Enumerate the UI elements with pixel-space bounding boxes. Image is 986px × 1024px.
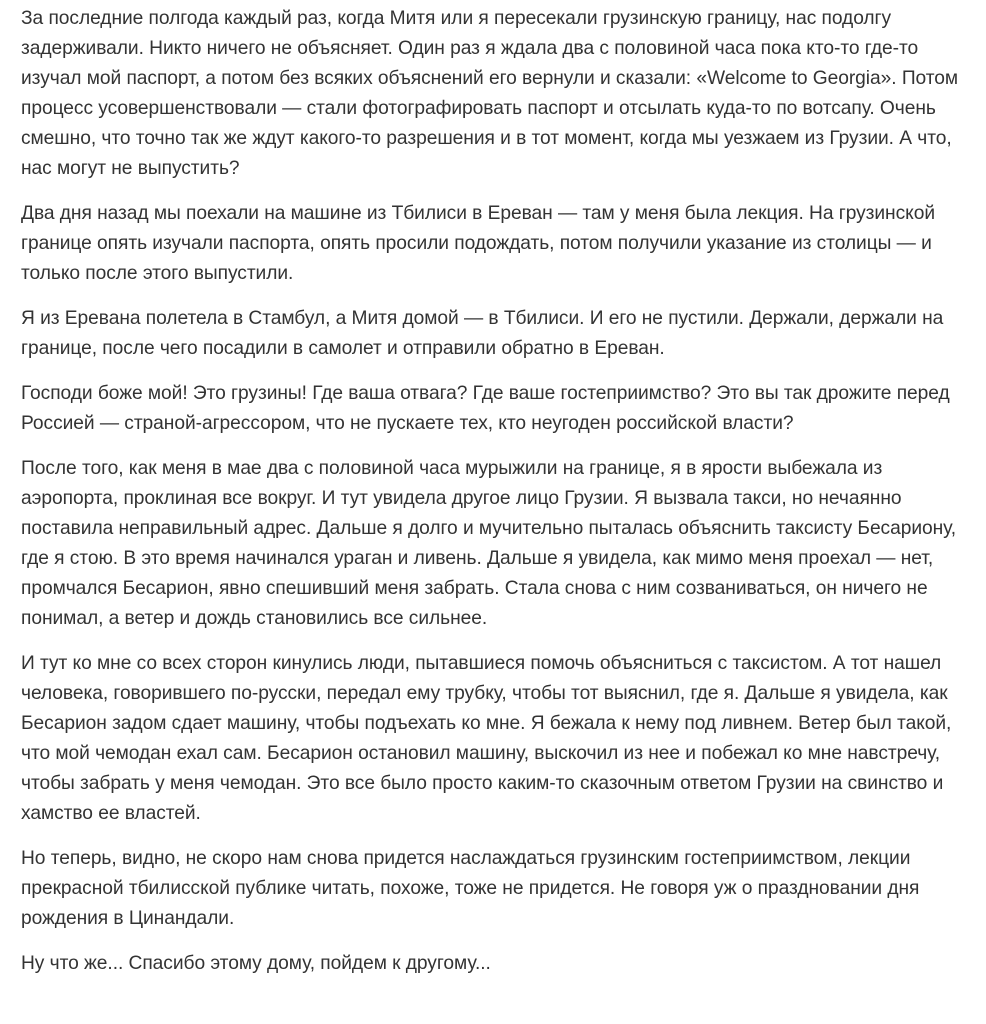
paragraph-4: Господи боже мой! Это грузины! Где ваша отвага? Где ваше гостеприимство? Это вы так дрожите перед Россией — страной-агрессором, что не пускаете тех, кто неугоден российской власти? [21, 383, 950, 434]
paragraph-6: И тут ко мне со всех сторон кинулись люди, пытавшиеся помочь объясниться с таксистом. А тот нашел человека, говорившего по-русски, передал ему трубку, чтобы тот выяснил, где я. Дальше я увидела, как Бесарион задом сдает машину, чтобы подъехать ко мне. Я бежала к нему под ливнем. Ветер был такой, что мой чемодан ехал сам. Бесарион остановил машину, выскочил из нее и побежал ко мне навстречу, чтобы забрать у меня чемодан. Это все было просто каким-то сказочным ответом Грузии на свинство и хамство ее властей. [21, 653, 952, 824]
paragraph-7: Но теперь, видно, не скоро нам снова придется наслаждаться грузинским гостеприимством, лекции прекрасной тбилисской публике читать, похоже, тоже не придется. Не говоря уж о праздновании дня рождения в Цинандали. [21, 848, 920, 929]
paragraph-1: За последние полгода каждый раз, когда Митя или я пересекали грузинскую границу, нас подолгу задерживали. Никто ничего не объясняет. Один раз я ждала два с половиной часа пока кто-то где-то изучал мой паспорт, а потом без всяких объяснений его вернули и сказали: «Welcome to Georgia». Потом процесс усовершенствовали — стали фотографировать паспорт и отсылать куда-то по вотсапу. Очень смешно, что точно так же ждут какого-то разрешения и в тот момент, когда мы уезжаем из Грузии. А что, нас могут не выпустить? [21, 8, 959, 179]
paragraph-8: Ну что же... Спасибо этому дому, пойдем к другому... [21, 953, 491, 974]
paragraph-3: Я из Еревана полетела в Стамбул, а Митя домой — в Тбилиси. И его не пустили. Держали, держали на границе, после чего посадили в самолет и отправили обратно в Ереван. [21, 308, 944, 359]
paragraph-5: После того, как меня в мае два с половиной часа мурыжили на границе, я в ярости выбежала из аэропорта, проклиная все вокруг. И тут увидела другое лицо Грузии. Я вызвала такси, но нечаянно поставила неправильный адрес. Дальше я долго и мучительно пыталась объяснить таксисту Бесариону, где я стою. В это время начинался ураган и ливень. Дальше я увидела, как мимо меня проехал — нет, промчался Бесарион, явно спешивший меня забрать. Стала снова с ним созваниваться, он ничего не понимал, а ветер и дождь становились все сильнее. [21, 458, 957, 629]
paragraph-2: Два дня назад мы поехали на машине из Тбилиси в Ереван — там у меня была лекция. На грузинской границе опять изучали паспорта, опять просили подождать, потом получили указание из столицы — и только после этого выпустили. [21, 203, 935, 284]
